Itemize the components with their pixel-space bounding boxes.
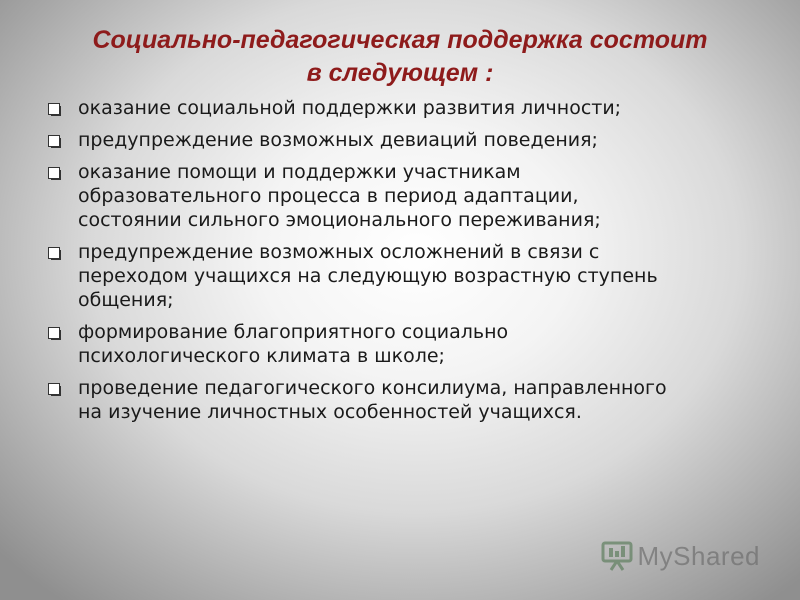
- slide-title: [20, 24, 780, 90]
- checkbox-bullet-icon: [48, 96, 78, 115]
- list-item: [48, 376, 758, 424]
- watermark-text: MyShared: [637, 540, 760, 571]
- list-item-text: проведение педагогического консилиума, направленного на изучение личностных особенностей учащихся.: [78, 377, 667, 423]
- checkbox-bullet-icon: [48, 320, 78, 339]
- checkbox-bullet-icon: [48, 128, 78, 147]
- list-item-text: предупреждение возможных осложнений в связи с переходом учащихся на следующую возрастную ступень общения;: [78, 241, 658, 311]
- list-item-text: оказание помощи и поддержки участникам образовательного процесса в период адаптации, состоянии сильного эмоционального переживания;: [78, 161, 601, 231]
- bullet-list: [48, 96, 758, 432]
- list-item: [48, 160, 758, 232]
- list-item: [48, 96, 758, 120]
- watermark: [600, 540, 761, 572]
- presentation-board-icon: [600, 540, 634, 572]
- checkbox-bullet-icon: [48, 160, 78, 179]
- list-item: [48, 320, 758, 368]
- list-item-text: оказание социальной поддержки развития личности;: [78, 97, 622, 119]
- slide-title-line-1: Социально-педагогическая поддержка состоит: [92, 26, 708, 54]
- slide-title-line-2: в следующем :: [306, 59, 494, 87]
- list-item-text: предупреждение возможных девиаций поведения;: [78, 129, 598, 151]
- list-item-text: формирование благоприятного социально психологического климата в школе;: [78, 321, 509, 367]
- list-item: [48, 240, 758, 312]
- checkbox-bullet-icon: [48, 376, 78, 395]
- checkbox-bullet-icon: [48, 240, 78, 259]
- list-item: [48, 128, 758, 152]
